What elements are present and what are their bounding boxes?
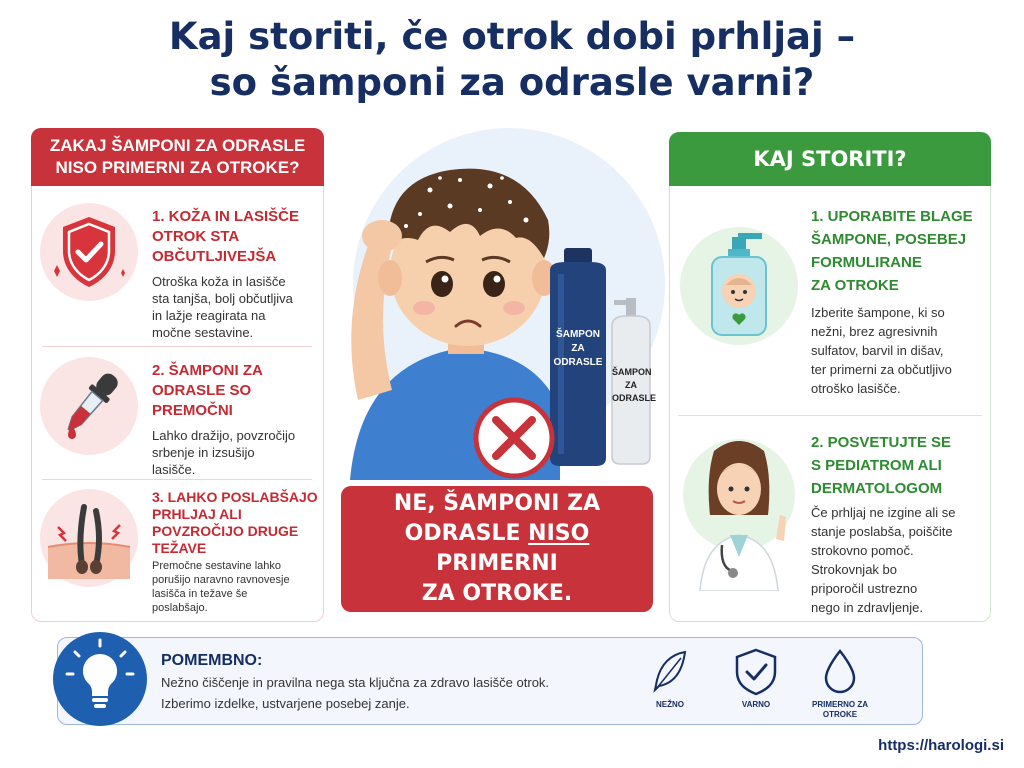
badge-label: NEŽNO [656, 700, 684, 709]
heading-line: S PEDIATROM ALI [811, 457, 942, 474]
kids-badge [800, 646, 880, 720]
text-line: močne sestavine. [152, 325, 254, 340]
baby-shampoo-icon [680, 227, 798, 345]
text-line: Premočne sestavine lahko [152, 560, 282, 572]
divider [42, 346, 312, 347]
heading-line: PREMOČNI [152, 402, 233, 419]
important-line-2: Izberimo izdelke, ustvarjene posebej zanje. [161, 696, 410, 711]
page-title [0, 14, 1024, 106]
important-title: POMEMBNO: [161, 652, 263, 669]
droplet-icon [815, 646, 865, 696]
dark-bottle-label [550, 328, 606, 370]
label-line: ODRASLE [553, 357, 603, 368]
text-line: sta tanjša, bolj občutljiva [152, 291, 293, 306]
text-line: porušijo naravno ravnovesje [152, 574, 290, 586]
left-item-1-text [152, 273, 320, 341]
text-line: nego in zdravljenje. [811, 600, 924, 615]
shield-icon [40, 203, 138, 301]
heading-line: ŠAMPONE, POSEBEJ [811, 231, 967, 248]
heading-line: 1. KOŽA IN LASIŠČE [152, 208, 299, 225]
right-panel-header: KAJ STORITI? [669, 132, 991, 186]
verdict-emphasis: NISO [528, 521, 590, 546]
right-item-2-text [811, 503, 987, 617]
verdict-banner [341, 486, 653, 612]
heading-line: ODRASLE SO [152, 382, 252, 399]
right-item-1-heading [811, 205, 987, 297]
text-line: in lažje reagirata na [152, 308, 266, 323]
heading-line: OBČUTLJIVEJŠA [152, 248, 277, 265]
prohibited-x-icon [476, 400, 552, 476]
text-line: Če prhljaj ne izgine ali se [811, 505, 956, 520]
light-bottle-label [612, 366, 657, 405]
heading-line: POVZROČIJO DRUGE [152, 523, 299, 539]
divider [678, 415, 982, 416]
text-line: otroško lasišče. [811, 381, 901, 396]
label-line: ŠAMPON [612, 367, 652, 377]
left-header-line-1: ZAKAJ ŠAMPONI ZA ODRASLE [49, 136, 306, 155]
text-line: srbenje in izsušijo [152, 445, 255, 460]
text-line: lasišča in težave še [152, 588, 248, 600]
heading-line: 3. LAHKO POSLABŠAJO [152, 489, 318, 505]
heading-line: 2. ŠAMPONI ZA [152, 362, 263, 379]
left-item-1-heading [152, 207, 320, 267]
text-line: poslabšajo. [152, 602, 208, 614]
text-line: sulfatov, barvil in dišav, [811, 343, 944, 358]
left-item-3-heading [152, 489, 320, 557]
dropper-icon [40, 357, 138, 455]
verdict-line-3: ZA OTROKE. [421, 581, 573, 606]
heading-line: 1. UPORABITE BLAGE [811, 208, 973, 225]
shield-check-icon [731, 646, 781, 696]
divider [42, 479, 312, 480]
left-panel [31, 128, 324, 622]
left-item-2-text [152, 427, 320, 478]
label-line: ŠAMPON [556, 329, 600, 340]
hair-follicle-icon [40, 489, 138, 587]
label-line: ODRASLE [612, 393, 657, 403]
gentle-badge [630, 646, 710, 710]
child-with-dandruff-illustration [330, 150, 670, 480]
left-panel-header [31, 128, 324, 186]
verdict-text: ODRASLE [404, 521, 529, 546]
heading-line: FORMULIRANE [811, 254, 922, 271]
text-line: priporočil ustrezno [811, 581, 918, 596]
label-line: ZA [625, 380, 637, 390]
text-line: nežni, brez agresivnih [811, 324, 938, 339]
text-line: lasišče. [152, 462, 196, 477]
text-line: stanje poslabša, poiščite [811, 524, 953, 539]
title-line-1: Kaj storiti, če otrok dobi prhljaj – [168, 15, 856, 58]
title-line-2: so šamponi za odrasle varni? [209, 61, 815, 104]
text-line: Strokovnjak bo [811, 562, 897, 577]
verdict-line-2 [341, 519, 653, 579]
right-item-2-heading [811, 431, 987, 500]
left-header-line-2: NISO PRIMERNI ZA OTROKE? [55, 158, 300, 177]
verdict-text: PRIMERNI [436, 551, 558, 576]
badge-label: VARNO [741, 700, 771, 709]
heading-line: PRHLJAJ ALI [152, 506, 242, 522]
safe-badge [716, 646, 796, 710]
heading-line: 2. POSVETUJTE SE [811, 434, 952, 451]
doctor-icon [680, 431, 798, 591]
verdict-line-1: NE, ŠAMPONI ZA [393, 491, 601, 516]
text-line: Lahko dražijo, povzročijo [152, 428, 296, 443]
lightbulb-icon [53, 632, 147, 726]
badge-label: PRIMERNO ZA OTROKE [812, 700, 868, 719]
label-line: ZA [571, 343, 585, 354]
heading-line: DERMATOLOGOM [811, 480, 943, 497]
website-url: https://harologi.si [878, 737, 1004, 754]
text-line: Izberite šampone, ki so [811, 305, 945, 320]
heading-line: ZA OTROKE [811, 277, 899, 294]
left-item-3-text [152, 559, 320, 615]
text-line: ter primerni za občutljivo [811, 362, 952, 377]
left-item-2-heading [152, 361, 320, 421]
right-item-1-text [811, 303, 987, 398]
heading-line: OTROK STA [152, 228, 240, 245]
important-note-box [57, 637, 923, 725]
right-panel [669, 132, 991, 622]
important-line-1: Nežno čiščenje in pravilna nega sta ključna za zdravo lasišče otrok. [161, 675, 550, 690]
feather-icon [645, 646, 695, 696]
text-line: strokovno pomoč. [811, 543, 914, 558]
text-line: Otroška koža in lasišče [152, 274, 286, 289]
heading-line: TEŽAVE [152, 540, 207, 556]
